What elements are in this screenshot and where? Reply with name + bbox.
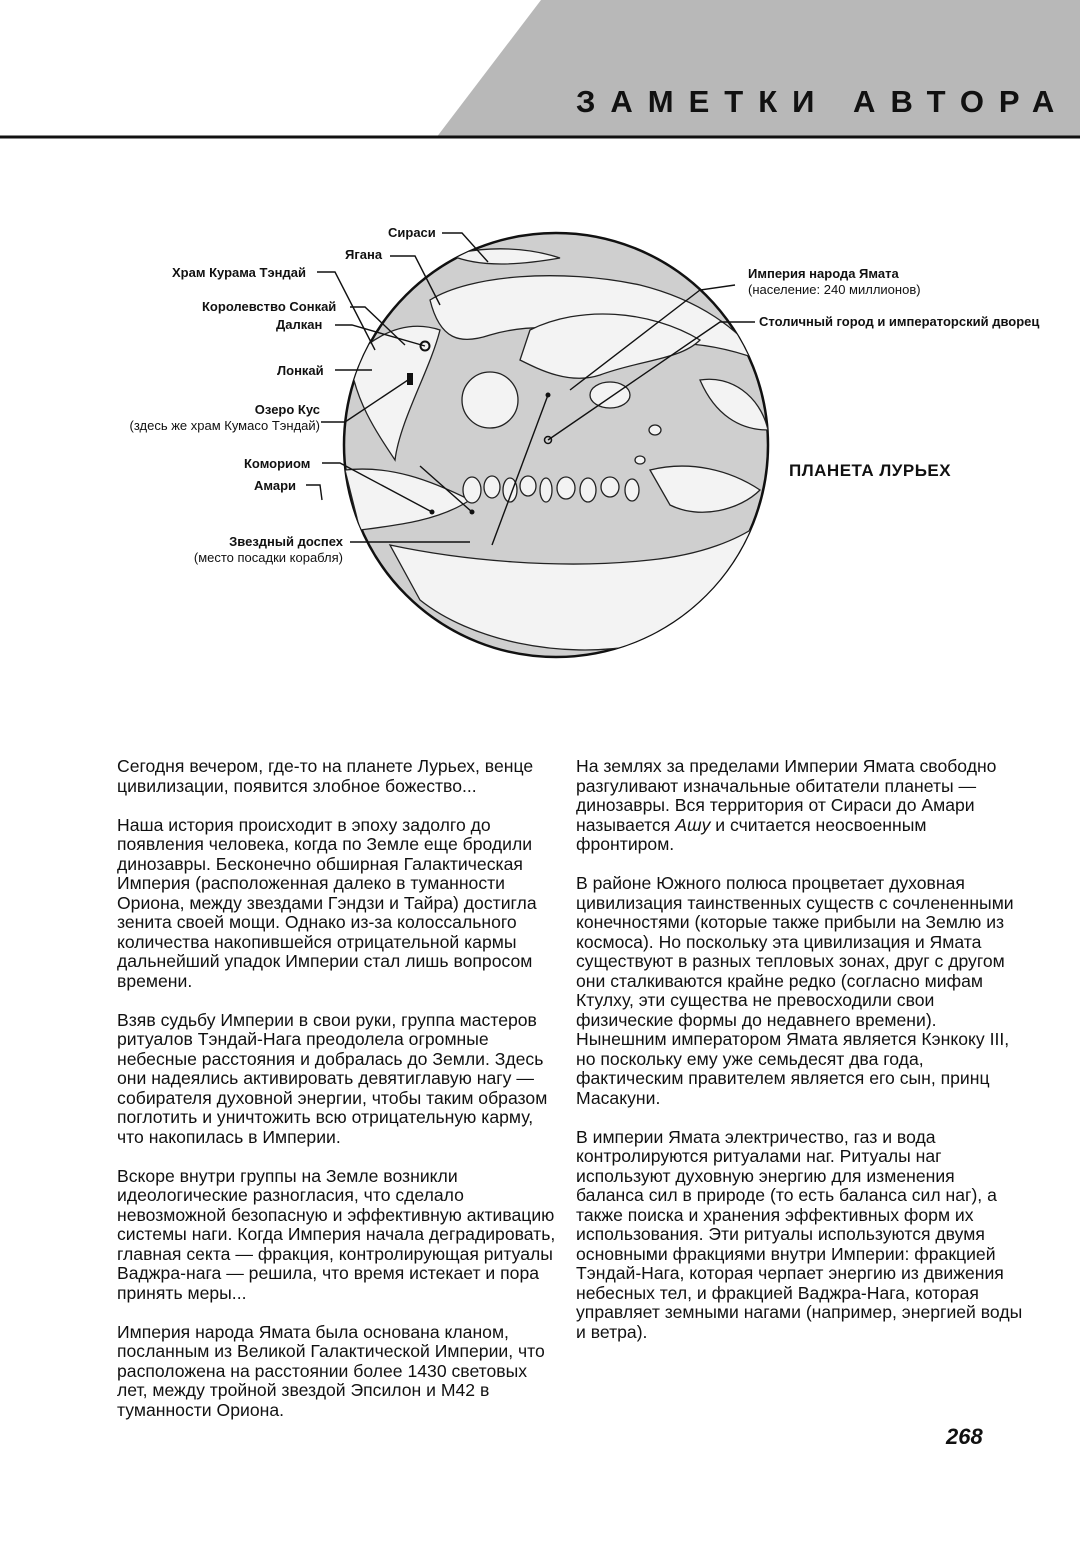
label-temple-kurama: Храм Курама Тэндай — [172, 265, 306, 280]
paragraph-text: и считается неосвоенным фронтиром. — [576, 814, 927, 854]
label-yamata-population: (население: 240 миллионов) — [748, 282, 921, 297]
paragraph — [576, 757, 1024, 855]
article-right-column — [576, 757, 1024, 1362]
paragraph: В районе Южного полюса процветает духовная цивилизация таинственных существ с сочлененными конечностями (которые также прибыли на Землю из космоса). Но поскольку эта цивилизация и Ямата существуют в разных тепловых зонах, друг с другом они сталкиваются крайне редко (согласно мифам Ктулху, эти существа не превосходили свои физические формы до недавнего времени). Нынешним императором Ямата является Кэнкоку III, но поскольку ему уже семьдесят два года, фактическим правителем является его сын, принц Масакуни. — [576, 873, 1014, 1108]
label-lake-kus: Озеро Кус (здесь же храм Кумасо Тэндай) — [129, 402, 320, 433]
page-header-title: ЗАМЕТКИ АВТОРА — [576, 84, 1070, 119]
label-dalkan: Далкан — [276, 317, 323, 332]
paragraph: Вскоре внутри группы на Земле возникли идеологические разногласия, что сделало невозможной безопасную и эффективную активацию системы наги. Когда Империя начала деградировать, главная секта — фракция, контролирующая ритуалы Ваджра-нага — решила, что время истекает и пора принять меры... — [117, 1165, 556, 1303]
label-star-armor: Звездный доспех (место посадки корабля) — [193, 534, 343, 565]
planet-globe — [344, 233, 768, 657]
page-number: 268 — [946, 1424, 983, 1449]
label-yagana: Ягана — [345, 247, 383, 262]
emphasis-ashu: Ашу — [675, 814, 711, 835]
label-star-armor-note: (место посадки корабля) — [193, 550, 343, 565]
paragraph: Империя народа Ямата была основана кланом, посланным из Великой Галактической Империи, что расположена на расстоянии более 1430 световых лет, между тройной звездой Эпсилон и М42 в туманности Ориона. — [117, 1321, 545, 1420]
paragraph: Сегодня вечером, где-то на планете Лурьех, венце цивилизации, появится злобное божество... — [117, 756, 534, 796]
paragraph-text: На землях за пределами Империи Ямата свободно разгуливают изначальные обитатели планеты — динозавры. Вся территория от Сираси до Амари называется — [576, 756, 997, 835]
map-title: ПЛАНЕТА ЛУРЬЕХ — [789, 461, 952, 480]
label-yamata-empire: Империя народа Ямата (население: 240 миллионов) — [748, 266, 921, 297]
paragraph: Наша история происходит в эпоху задолго до появления человека, когда по Земле еще бродили динозавры. Бесконечно обширная Галактическая Империя (расположенная далеко в туманности Ориона, между звездами Гэндзи и Тайра) достигла зенита своей мощи. Однако из-за колоссального количества накопившейся отрицательной кармы дальнейший упадок Империи стал лишь вопросом времени. — [117, 814, 537, 991]
label-lonkai: Лонкай — [277, 363, 324, 378]
label-amari: Амари — [254, 478, 296, 493]
article-left-column — [117, 757, 557, 1440]
paragraph: В империи Ямата электричество, газ и вода контролируются ритуалами наг. Ритуалы наг используют духовную энергию для изменения баланса сил в природе (то есть баланса сил наг), а также поиска и хранения эффективных форм их использования. Эти ритуалы используются двумя основными фракциями внутри Империи: фракцией Тэндай-Нага, которая черпает энергию из движения небесных тел, и фракцией Ваджра-Нага, которая управляет земными нагами (например, энергией воды и ветра). — [576, 1126, 1023, 1342]
label-komoriom: Комориом — [244, 456, 311, 471]
label-lake-kus-note: (здесь же храм Кумасо Тэндай) — [129, 418, 320, 433]
label-sonkai: Королевство Сонкай — [202, 299, 337, 314]
label-sirasi: Сираси — [388, 225, 436, 240]
paragraph: Взяв судьбу Империи в свои руки, группа мастеров ритуалов Тэндай-Нага преодолела огромные небесные расстояния и добралась до Земли. Здесь они надеялись активировать девятиглавую нагу — собирателя духовной энергии, чтобы таким образом поглотить и уничтожить всю отрицательную карму, что накопилась в Империи. — [117, 1009, 548, 1147]
label-capital: Столичный город и императорский дворец — [759, 314, 1040, 329]
